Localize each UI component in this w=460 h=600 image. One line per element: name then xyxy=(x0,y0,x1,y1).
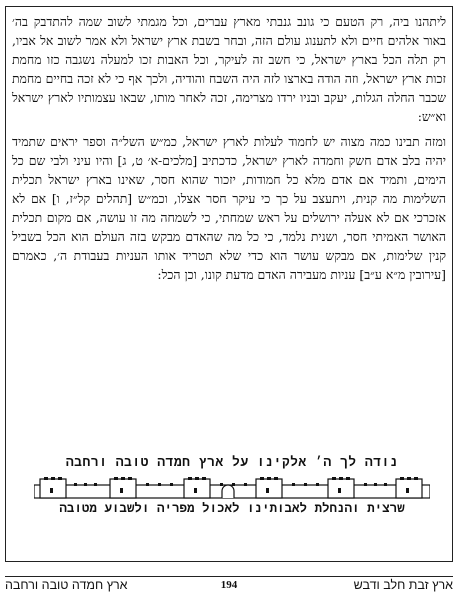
banner-top-line: נודה לך ה׳ אלקינו על ארץ חמדה טובה ורחבה xyxy=(65,455,399,470)
footer-divider xyxy=(5,576,453,577)
running-head-right: ארץ זבת חלב ודבש xyxy=(353,578,453,592)
city-wall-icon xyxy=(34,477,430,499)
decorative-banner xyxy=(26,455,438,525)
paragraph-2: ומזה תבינו כמה מצוה יש לחמוד לעלות לארץ ישראל, כמ״ש השל״ה וספר יראים שתמיד יהיה בלב אדם חשק וחמדה לארץ ישראל, כדכתיב [מלכים-א׳ ט, ג] והיו עיני ולבי שם כל הימים, ותמיד אם אדם מלא כל חמודות, יזכור שהוא חסר, שאינו בארץ ישראל תכלית השלימות מה קנית, ויתעצב על כך כי עיקר חסר אצלו, וכמ״ש [תהלים קל״ז, ו] אם לא אזכרכי אם לא אעלה ירושלים על ראש שמחתי, כי לשמחה מה זו עושה, אם מקום תכלית האושר האמיתי חסר, ושנית נלמד, כי כל מה שהאדם מבקש בזה העולם הוא הכל בשביל קנין שלימות, אם מבקש עושר הוא כדי שלא תטריד אותו העניות בעבודת ה׳, כאמרם [עירובין מ״א ע״ב] עניות מעבירה האדם מדעת קונו, וכן הכל: xyxy=(12,134,446,282)
page-footer xyxy=(5,578,453,596)
body-text xyxy=(12,12,446,284)
page-number: 194 xyxy=(220,579,238,591)
running-head-left: ארץ חמדה טובה ורחבה xyxy=(5,578,128,592)
paragraph-1: ליתהנו ביה, רק הטעם כי גונב גנבתי מארץ עברים, וכל מגמתי לשוב שמה להתדבק בה׳ באור אלהים חיים ולא לתענוג עולם הזה, ובחר בשבת ארץ ישראל ולא אמר לשוב אל אביו, רק תלה הכל בארץ ישראל, כי חשב זה לעיקר, וכל האבות זכו למעלה נשגבה כזו מחמת זכות ארץ ישראל, וזה הודה בארצו לזה היה השבח והודיה, ולכך אף כי לא זכה בחיים מחמת שכבר החלה הגלות, יעקב ובניו ירדו מצרימה, זכה לאחר מותו, שבאו עצמותיו לארץ ישראל וא״ש: xyxy=(12,14,446,124)
banner-bottom-line: שרצית והנחלת לאבותינו לאכול מפריה ולשבוע מטובה xyxy=(59,500,405,515)
